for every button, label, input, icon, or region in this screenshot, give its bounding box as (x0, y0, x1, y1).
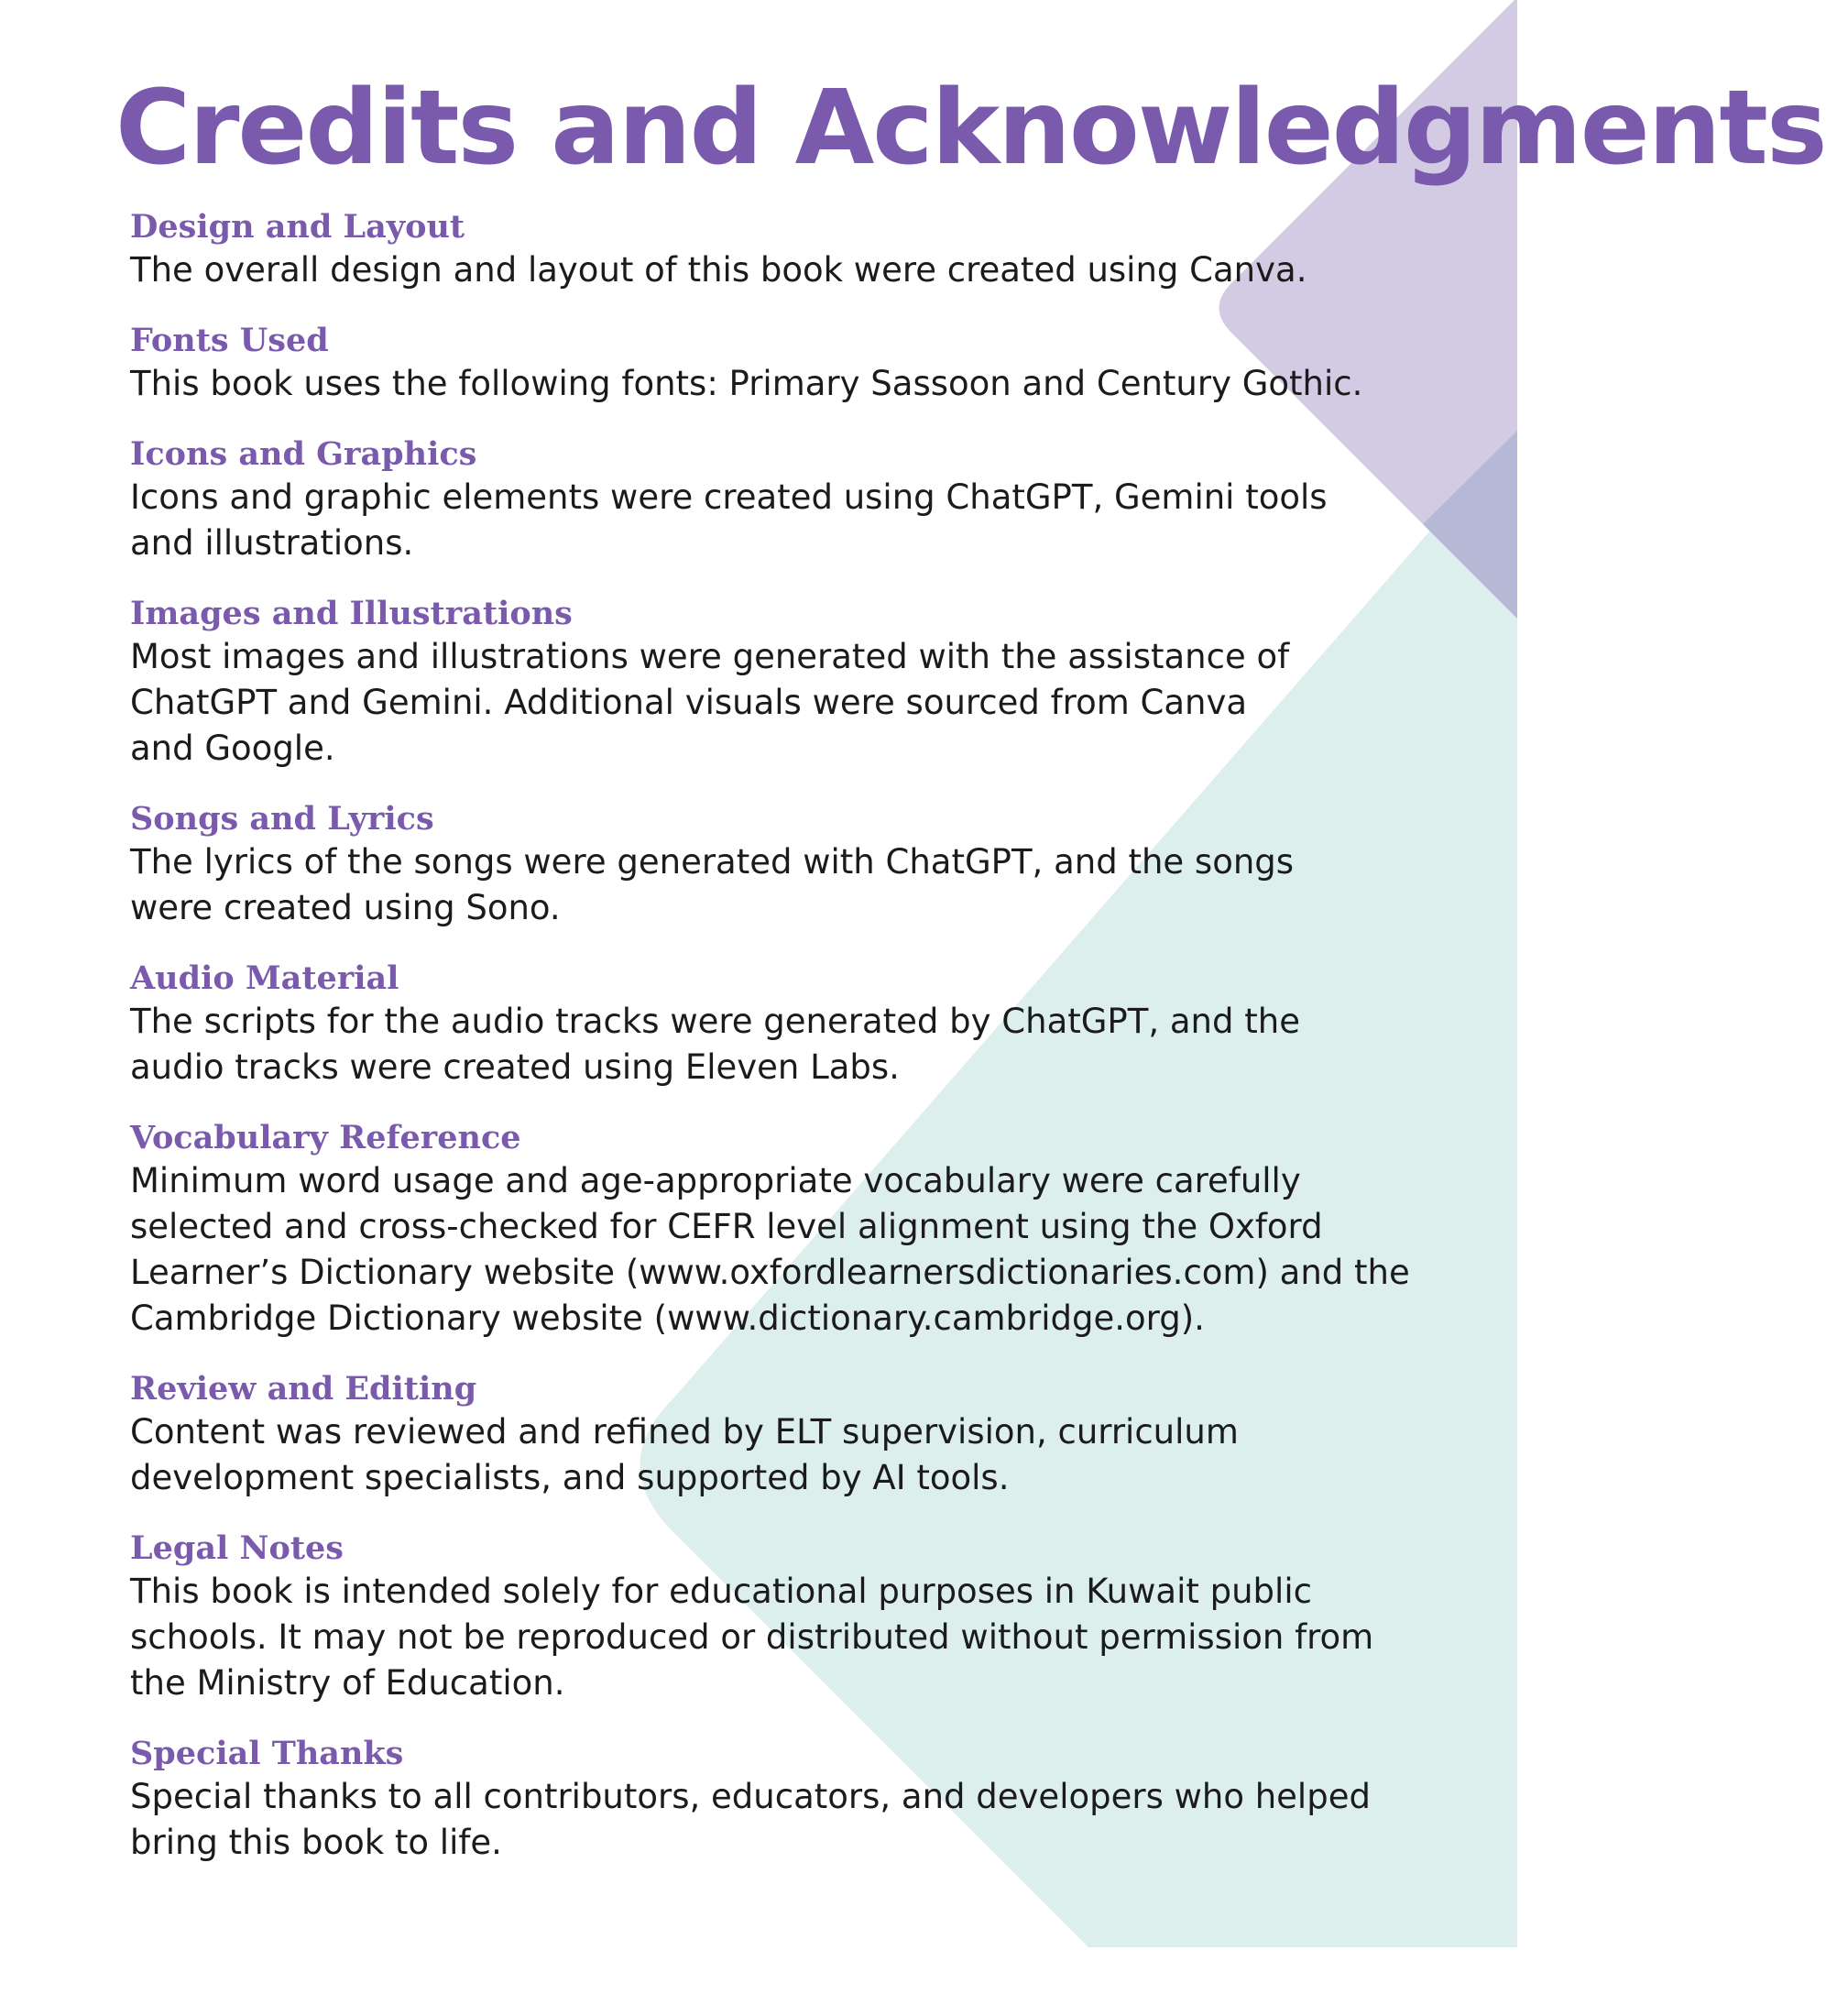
section-body: This book is intended solely for educational purposes in Kuwait public schools. It may not be reproduced or distributed without permission from the Ministry of Education. (130, 1572, 1374, 1703)
section-body: The overall design and layout of this book were created using Canva. (130, 250, 1307, 290)
section-icons-and-graphics (130, 434, 1431, 566)
section-heading: Images and Illustrations (130, 595, 573, 632)
section-heading: Legal Notes (130, 1529, 344, 1567)
section-design-and-layout (130, 207, 1431, 293)
section-heading: Fonts Used (130, 322, 329, 359)
section-body: Minimum word usage and age-appropriate vocabulary were carefully selected and cross-checked for CEFR level alignment using the Oxford Learner’s Dictionary website (www.oxfordlearnersdictionaries.com) and the Cambridge Dictionary website (www.dictionary.cambridge.org). (130, 1161, 1410, 1338)
section-images-and-illustrations (130, 594, 1431, 772)
section-special-thanks (130, 1734, 1431, 1866)
section-heading: Icons and Graphics (130, 435, 477, 473)
section-heading: Songs and Lyrics (130, 800, 434, 838)
section-heading: Design and Layout (130, 208, 465, 246)
section-heading: Special Thanks (130, 1735, 404, 1772)
section-body: Most images and illustrations were generated with the assistance of ChatGPT and Gemini. Additional visuals were sourced from Canva and Google. (130, 637, 1290, 768)
section-vocabulary-reference (130, 1118, 1431, 1342)
section-fonts-used (130, 321, 1431, 407)
section-heading: Audio Material (130, 959, 399, 997)
section-body: Special thanks to all contributors, educators, and developers who helped bring this book to life. (130, 1777, 1371, 1862)
section-songs-and-lyrics (130, 799, 1431, 931)
section-body: The lyrics of the songs were generated with ChatGPT, and the songs were created using Sono. (130, 842, 1295, 927)
section-legal-notes (130, 1528, 1431, 1706)
section-body: The scripts for the audio tracks were generated by ChatGPT, and the audio tracks were created using Eleven Labs. (130, 1002, 1300, 1087)
section-body: Content was reviewed and refined by ELT supervision, curriculum development specialists, and supported by AI tools. (130, 1412, 1239, 1497)
section-audio-material (130, 959, 1431, 1090)
page-title: Credits and Acknowledgments (115, 69, 1826, 188)
section-review-and-editing (130, 1369, 1431, 1501)
section-heading: Vocabulary Reference (130, 1119, 521, 1156)
section-heading: Review and Editing (130, 1370, 477, 1408)
section-body: This book uses the following fonts: Primary Sassoon and Century Gothic. (130, 364, 1363, 403)
section-body: Icons and graphic elements were created using ChatGPT, Gemini tools and illustrations. (130, 477, 1328, 563)
